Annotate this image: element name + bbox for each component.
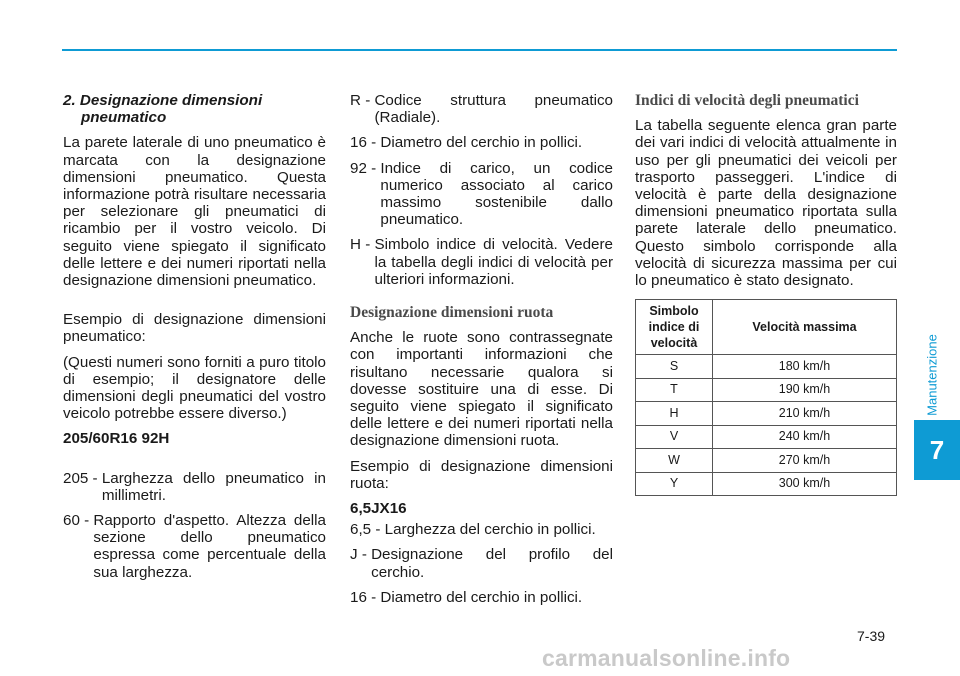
paragraph: La tabella seguente elenca gran parte dei vari indici di velocità attualmente in uso per gli pneumatici dei veicoli per trasporto passeggeri. L'indice di velocità è parte della designazione dimensioni pneumatico riportata sulla parete laterale dello pneumatico. Questo simbolo corrisponde alla velocità di sicurezza massima per cui lo pneumatico è stato designato. [635, 117, 897, 290]
chapter-tab [914, 420, 960, 480]
definition-text: Larghezza del cerchio in pollici. [384, 521, 596, 539]
table-header-speed: Velocità massima [713, 300, 897, 355]
definition-text: Diametro del cerchio in pollici. [380, 134, 583, 152]
header-rule [62, 49, 897, 51]
table-row [636, 402, 897, 426]
column-left [63, 92, 326, 589]
definition-key: J - [350, 546, 372, 564]
definition-item [350, 236, 613, 288]
definition-key: 16 - [350, 134, 381, 152]
table-cell-symbol: S [636, 355, 713, 379]
table-cell-symbol: V [636, 425, 713, 449]
column-right [635, 92, 897, 496]
watermark: carmanualsonline.info [542, 645, 791, 671]
table-row [636, 355, 897, 379]
table-cell-speed: 210 km/h [713, 402, 897, 426]
table-row [636, 472, 897, 496]
definition-key: 60 - [63, 512, 94, 530]
table-cell-speed: 300 km/h [713, 472, 897, 496]
definition-item [63, 512, 326, 581]
speed-index-table [635, 299, 897, 496]
paragraph: (Questi numeri sono forniti a puro titolo di esempio; il designatore delle dimensioni degli pneumatici del vostro veicolo potrebbe essere diverso.) [63, 353, 326, 423]
table-cell-symbol: T [636, 378, 713, 402]
section-heading-wheel-size: Designazione dimensioni ruota [350, 304, 554, 322]
table-cell-symbol: W [636, 449, 713, 473]
definition-item [350, 521, 613, 538]
definition-text: Designazione del profilo del cerchio. [371, 546, 613, 581]
definition-key: 205 - [63, 469, 102, 487]
wheel-size-example: 6,5JX16 [350, 500, 407, 518]
table-row [636, 425, 897, 449]
table-header-symbol: Simbolo indice di velocità [636, 300, 713, 355]
section-label-text: Manutenzione [924, 334, 940, 416]
table-cell-symbol: H [636, 402, 713, 426]
table-row [636, 378, 897, 402]
definition-text: Rapporto d'aspetto. Altezza della sezione dello pneumatico espressa come percentuale della sua larghezza. [93, 512, 326, 581]
section-heading-tire-size: 2. Designazione dimensioni pneumatico [63, 92, 263, 127]
definition-item [350, 134, 613, 151]
page-number: 7-39 [857, 628, 886, 644]
table-cell-speed: 190 km/h [713, 378, 897, 402]
definition-text: Indice di carico, un codice numerico associato al carico massimo sostenibile dallo pneumatico. [380, 159, 613, 229]
table-cell-speed: 270 km/h [713, 449, 897, 473]
table-cell-speed: 240 km/h [713, 425, 897, 449]
table-row [636, 449, 897, 473]
definition-key: 6,5 - [350, 521, 385, 539]
definition-item [350, 92, 613, 126]
paragraph: Esempio di designazione dimensioni pneumatico: [63, 311, 326, 346]
paragraph: Esempio di designazione dimensioni ruota: [350, 457, 613, 492]
paragraph: La parete laterale di uno pneumatico è marcata con la designazione dimensioni pneumatico. Questa informazione potrà risultare necessaria per selezionare gli pneumatici di ricambio per il vostro veicolo. Di seguito viene spiegato il significato delle lettere e dei numeri riportati nella designazione dimensioni pneumatico. [63, 134, 326, 290]
definition-item [350, 546, 613, 580]
definition-key: 92 - [350, 159, 381, 177]
section-side-label [918, 325, 946, 425]
paragraph: Anche le ruote sono contrassegnate con importanti informazioni che risultano necessarie qualora si dovesse sostituire una di esse. Di seguito viene spiegato il significato delle lettere e dei numeri riportati nella designazione dimensioni ruota. [350, 329, 613, 450]
definition-key: H - [350, 236, 375, 254]
definition-key: R - [350, 92, 375, 109]
definition-item [63, 470, 326, 504]
definition-key: 16 - [350, 588, 381, 606]
definition-text: Codice struttura pneumatico (Radiale). [374, 92, 613, 127]
definition-text: Diametro del cerchio in pollici. [380, 588, 583, 606]
tire-size-example: 205/60R16 92H [63, 430, 170, 448]
section-heading-speed-index: Indici di velocità degli pneumatici [635, 92, 859, 109]
definition-item [350, 160, 613, 229]
table-cell-symbol: Y [636, 472, 713, 496]
definition-item [350, 589, 613, 606]
table-header-row [636, 300, 897, 355]
chapter-number: 7 [929, 434, 945, 465]
definition-text: Larghezza dello pneumatico in millimetri. [101, 469, 326, 504]
column-middle [350, 92, 613, 614]
table-cell-speed: 180 km/h [713, 355, 897, 379]
definition-text: Simbolo indice di velocità. Vedere la tabella degli indici di velocità per ulteriori informazioni. [374, 236, 613, 288]
